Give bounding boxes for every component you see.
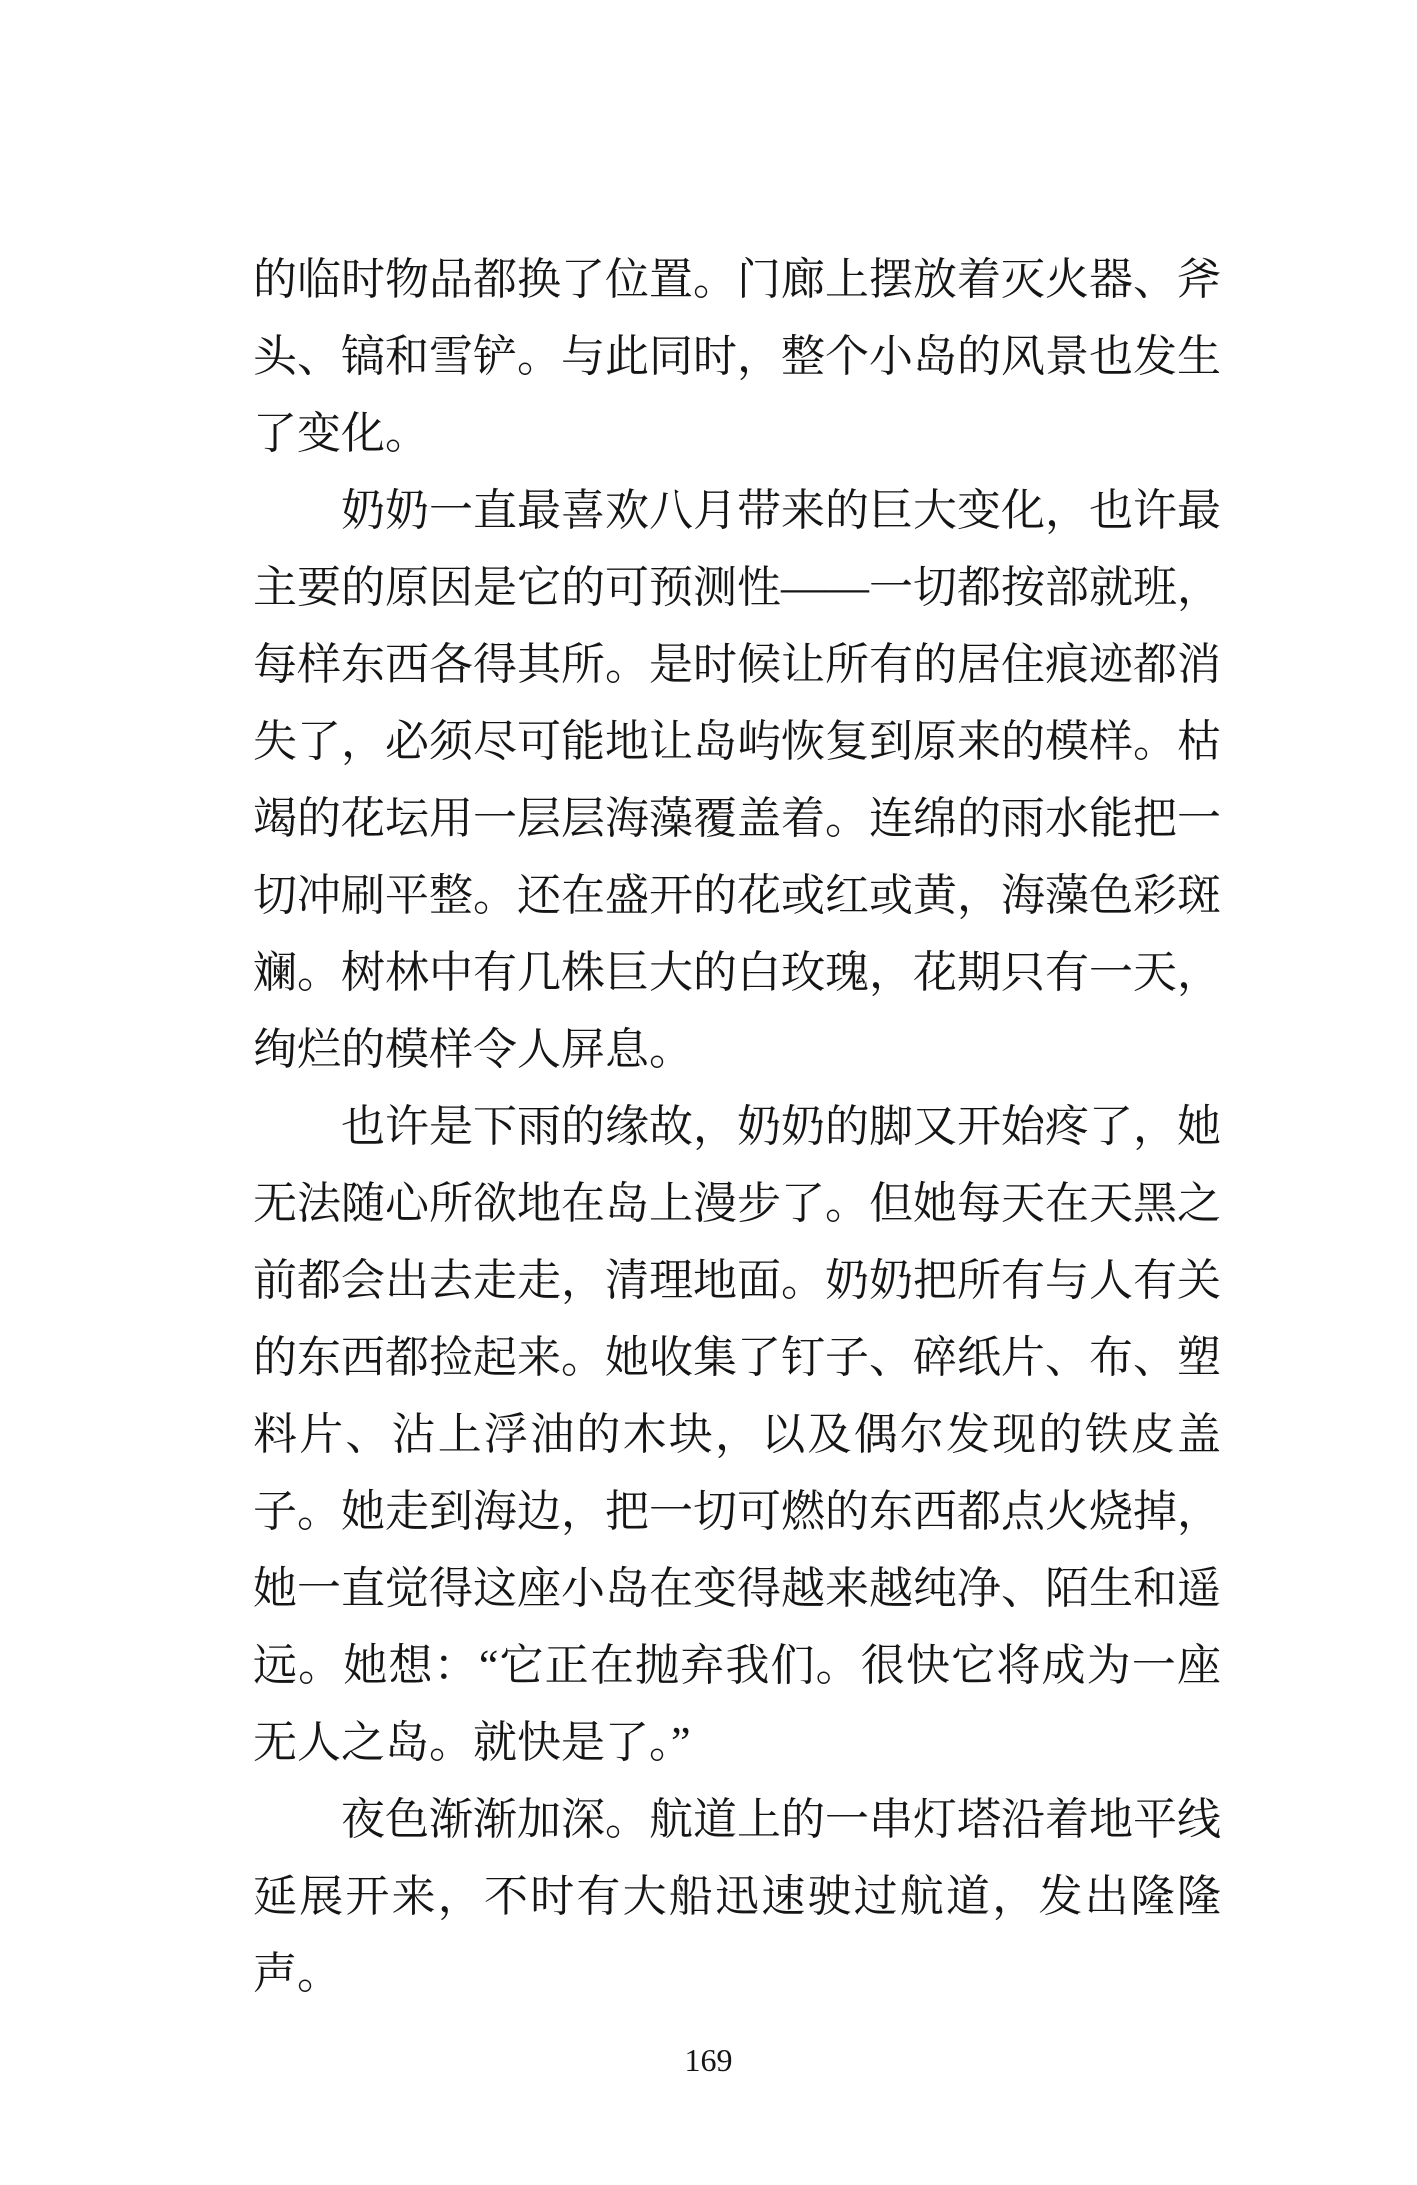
body-paragraph: 的临时物品都换了位置。门廊上摆放着灭火器、斧头、镐和雪铲。与此同时，整个小岛的风景也发生了变化。 [253,255,1221,458]
text-block [253,241,1221,2012]
body-paragraph: 奶奶一直最喜欢八月带来的巨大变化，也许最主要的原因是它的可预测性——一切都按部就班，每样东西各得其所。是时候让所有的居住痕迹都消失了，必须尽可能地让岛屿恢复到原来的模样。枯竭的花坛用一层层海藻覆盖着。连绵的雨水能把一切冲刷平整。还在盛开的花或红或黄，海藻色彩斑斓。树林中有几株巨大的白玫瑰，花期只有一天，绚烂的模样令人屏息。 [253,486,1221,1074]
body-paragraph: 也许是下雨的缘故，奶奶的脚又开始疼了，她无法随心所欲地在岛上漫步了。但她每天在天黑之前都会出去走走，清理地面。奶奶把所有与人有关的东西都捡起来。她收集了钉子、碎纸片、布、塑料片、沾上浮油的木块，以及偶尔发现的铁皮盖子。她走到海边，把一切可燃的东西都点火烧掉，她一直觉得这座小岛在变得越来越纯净、陌生和遥远。她想：“它正在抛弃我们。很快它将成为一座无人之岛。就快是了。” [253,1102,1221,1767]
page-number: 169 [684,2042,733,2078]
body-paragraph: 夜色渐渐加深。航道上的一串灯塔沿着地平线延展开来，不时有大船迅速驶过航道，发出隆隆声。 [253,1795,1221,1998]
